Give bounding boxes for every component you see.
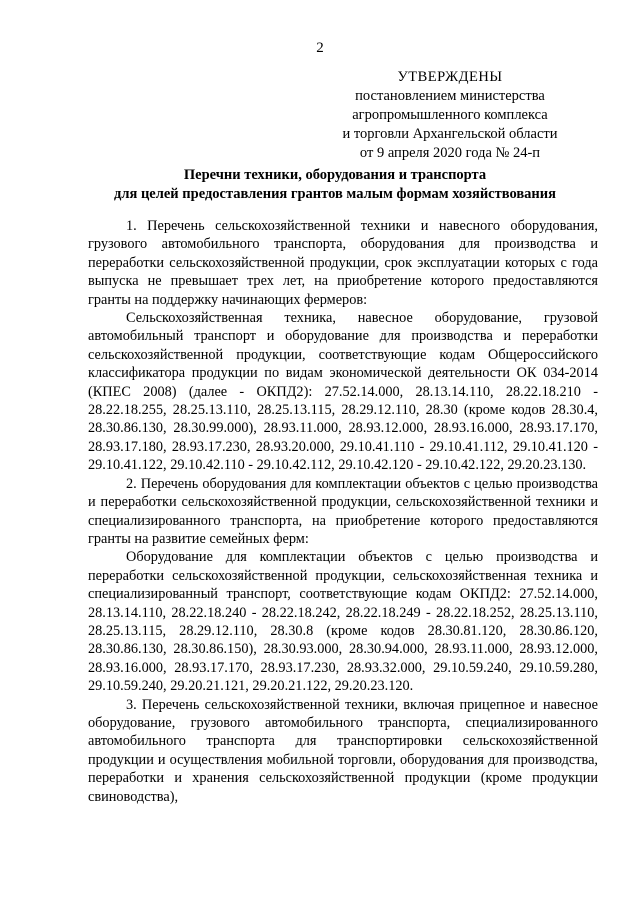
paragraph: 1. Перечень сельскохозяйственной техники и навесного оборудования, грузового автомобильного транспорта, оборудования для производства и переработки сельскохозяйственной продукции, срок эксплуатации которых с года выпуска не превышает трех лет, на приобретение которого предоставляются гранты на поддержку начинающих фермеров:	[88, 218, 598, 308]
document-body	[88, 217, 598, 806]
approval-line: агропромышленного комплекса	[352, 107, 548, 123]
approval-heading: УТВЕРЖДЕНЫ	[397, 69, 503, 85]
paragraph: 2. Перечень оборудования для комплектации объектов с целью производства и переработки сельскохозяйственной продукции, сельскохозяйственной техники и специализированного транспорта, на приобретение которого предоставляются гранты на развитие семейных ферм:	[88, 475, 598, 547]
title-line: для целей предоставления грантов малым формам хозяйствования	[114, 186, 556, 202]
page-number: 2	[316, 40, 324, 56]
approval-line: от 9 апреля 2020 года № 24-п	[359, 145, 541, 161]
title-line: Перечни техники, оборудования и транспорта	[183, 167, 487, 183]
approval-line: и торговли Архангельской области	[342, 126, 558, 142]
paragraph: Сельскохозяйственная техника, навесное оборудование, грузовой автомобильный транспорт и оборудование для производства и переработки сельскохозяйственной продукции, соответствующие кодам Общероссийского классификатора продукции по видам экономической деятельности ОК 034-2014 (КПЕС 2008) (далее - ОКПД2): 27.52.14.000, 28.13.14.110, 28.22.18.210 - 28.22.18.255, 28.25.13.110, 28.25.13.115, 28.29.12.110, 28.30 (кроме кодов 28.30.4, 28.30.86.130, 28.30.99.000), 28.93.11.000, 28.93.12.000, 28.93.16.000, 28.93.17.170, 28.93.17.180, 28.93.17.230, 28.93.20.000, 29.10.41.110 - 29.10.41.112, 29.10.41.120 - 29.10.41.122, 29.10.42.110 - 29.10.42.112, 29.10.42.120 - 29.10.42.122, 29.20.23.130.	[88, 310, 598, 474]
paragraph: 3. Перечень сельскохозяйственной техники, включая прицепное и навесное оборудование, грузового автомобильного транспорта, специализированного автомобильного транспорта для транспортировки сельскохозяйственной продукции и осуществления мобильной торговли, оборудования для производства, переработки и хранения сельскохозяйственной продукции (кроме продукции свиноводства),	[88, 696, 598, 805]
paragraph: Оборудование для комплектации объектов с целью производства и переработки сельскохозяйственной продукции, сельскохозяйственная техника и специализированный транспорт, соответствующие кодам ОКПД2: 27.52.14.000, 28.13.14.110, 28.22.18.240 - 28.22.18.242, 28.22.18.249 - 28.22.18.252, 28.25.13.110, 28.25.13.115, 28.29.12.110, 28.30.8 (кроме кодов 28.30.81.120, 28.30.86.120, 28.30.86.130, 28.30.86.150), 28.30.93.000, 28.30.94.000, 28.93.11.000, 28.93.12.000, 28.93.16.000, 28.93.17.170, 28.93.17.230, 28.93.32.000, 29.10.59.240, 29.10.59.280, 29.10.59.240, 29.20.21.121, 29.20.21.122, 29.20.23.120.	[88, 549, 598, 695]
approval-stamp-block	[320, 68, 580, 163]
document-title	[85, 166, 585, 204]
approval-line: постановлением министерства	[355, 88, 545, 104]
